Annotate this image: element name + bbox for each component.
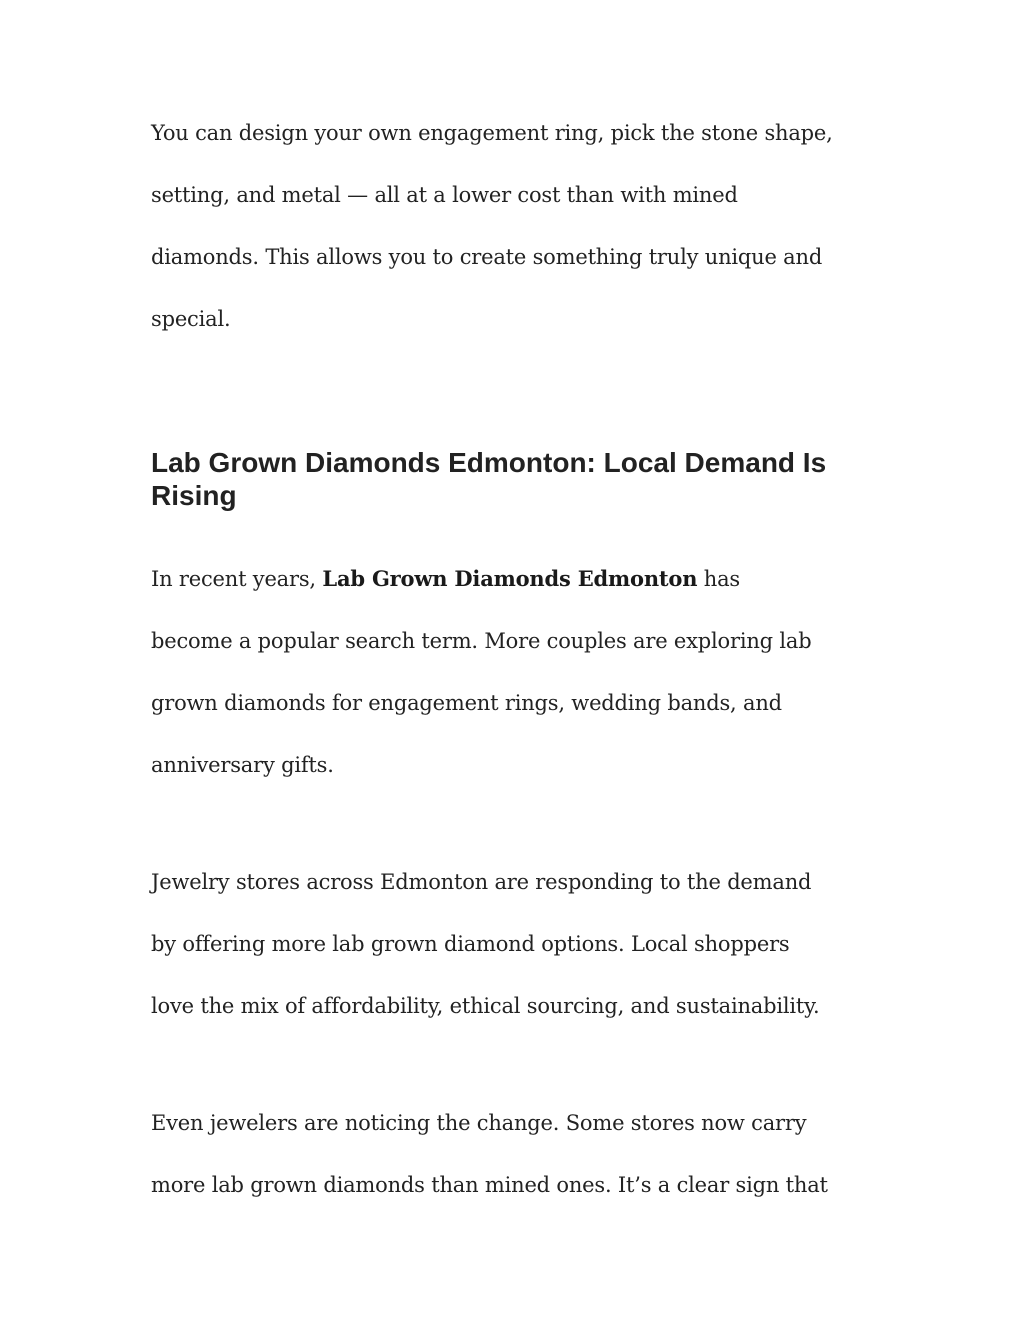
paragraph-text bbox=[151, 102, 871, 350]
text-line: more lab grown diamonds than mined ones. It’s a clear sign that bbox=[151, 1173, 828, 1197]
text-line: by offering more lab grown diamond options. Local shoppers bbox=[151, 932, 790, 956]
text-run: has bbox=[697, 567, 740, 591]
text-line: setting, and metal — all at a lower cost than with mined bbox=[151, 183, 738, 207]
paragraph-text bbox=[151, 1092, 871, 1216]
text-line bbox=[151, 548, 871, 610]
text-line: special. bbox=[151, 307, 231, 331]
paragraph-recent-years bbox=[151, 548, 871, 796]
text-run: In recent years, bbox=[151, 567, 323, 591]
text-line: You can design your own engagement ring, pick the stone shape, bbox=[151, 121, 833, 145]
text-line: anniversary gifts. bbox=[151, 753, 334, 777]
paragraph-design-your-own bbox=[151, 102, 871, 350]
paragraph-jewelry-stores bbox=[151, 851, 871, 1037]
text-line: grown diamonds for engagement rings, wedding bands, and bbox=[151, 691, 782, 715]
bold-keyword: Lab Grown Diamonds Edmonton bbox=[322, 566, 698, 591]
text-line: become a popular search term. More couples are exploring lab bbox=[151, 629, 812, 653]
text-line: Even jewelers are noticing the change. Some stores now carry bbox=[151, 1111, 807, 1135]
text-line: Jewelry stores across Edmonton are responding to the demand bbox=[151, 870, 812, 894]
text-line: diamonds. This allows you to create something truly unique and bbox=[151, 245, 823, 269]
paragraph-jewelers-noticing bbox=[151, 1092, 871, 1216]
paragraph-text bbox=[151, 851, 871, 1037]
section-heading: Lab Grown Diamonds Edmonton: Local Demand Is Rising bbox=[151, 447, 827, 511]
text-line: love the mix of affordability, ethical sourcing, and sustainability. bbox=[151, 994, 820, 1018]
paragraph-text bbox=[151, 548, 871, 796]
